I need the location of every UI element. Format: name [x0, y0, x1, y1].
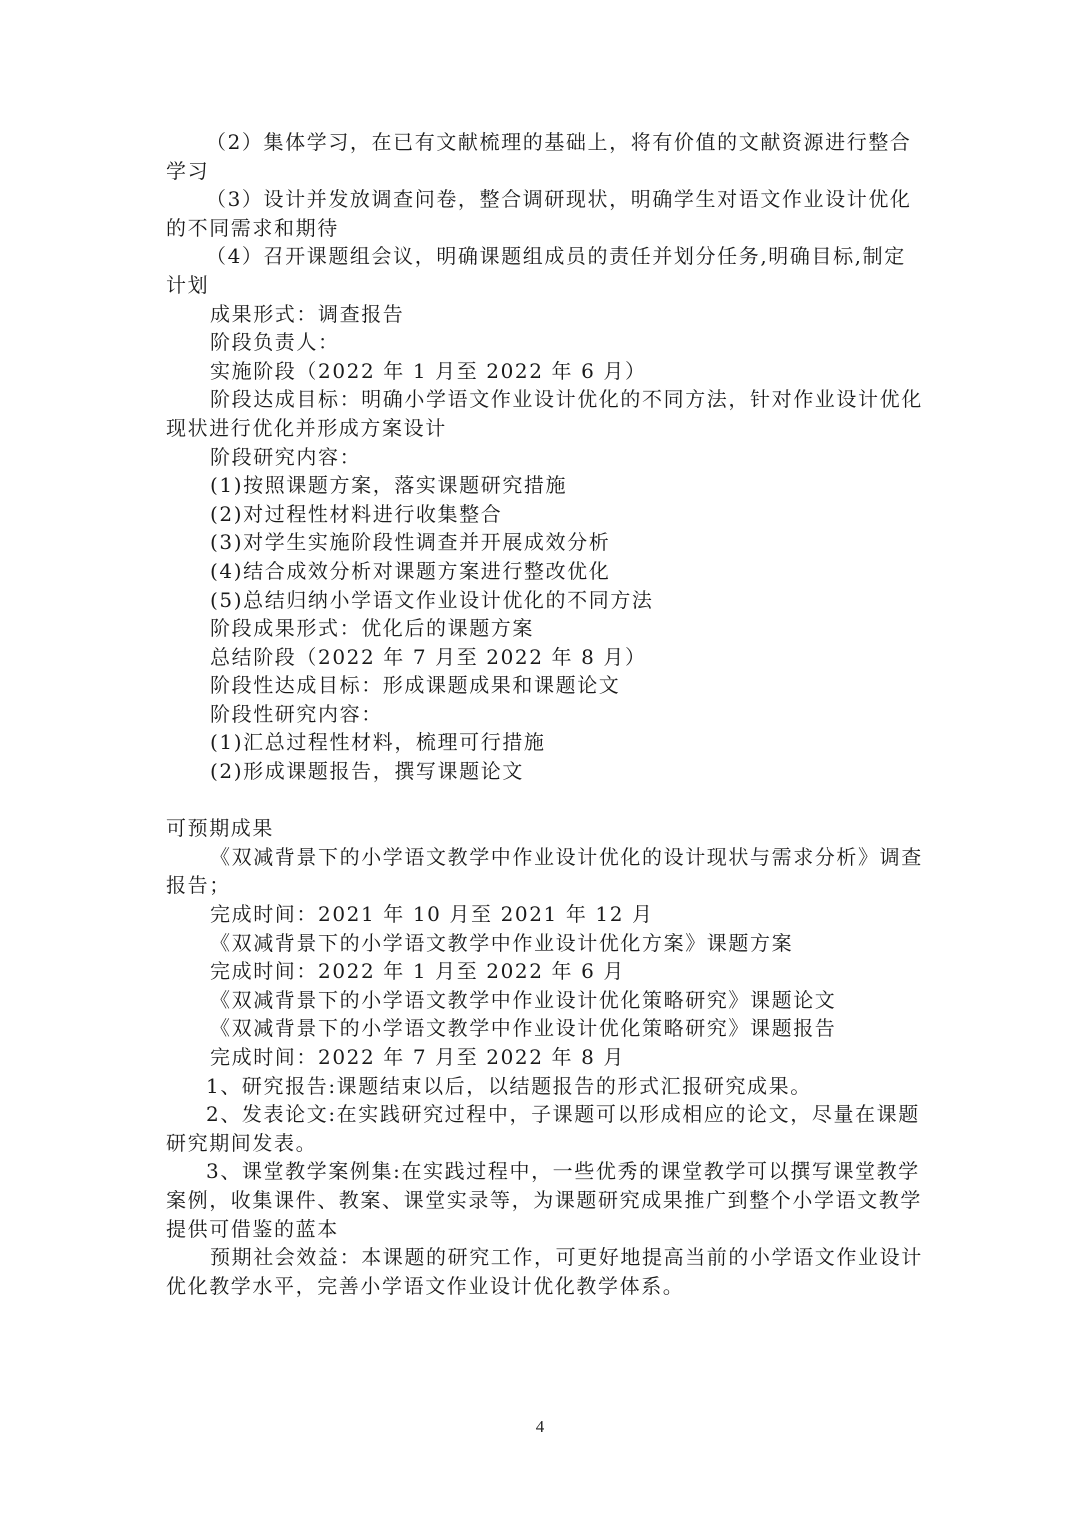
text-line: 报告；: [166, 873, 231, 898]
text-line: (2)形成课题报告，撰写课题论文: [210, 759, 524, 784]
text-line: 的不同需求和期待: [166, 215, 339, 240]
text-line: 阶段研究内容：: [210, 444, 362, 469]
text-line: 阶段负责人：: [210, 330, 340, 355]
text-line: 阶段成果形式：优化后的课题方案: [210, 616, 534, 641]
text-line: 阶段性达成目标：形成课题成果和课题论文: [210, 673, 621, 698]
text-line: 优化教学水平，完善小学语文作业设计优化教学体系。: [166, 1273, 685, 1298]
text-line: (5)总结归纳小学语文作业设计优化的不同方法: [210, 587, 654, 612]
text-line: 研究期间发表。: [166, 1130, 318, 1155]
text-line: (1)按照课题方案，落实课题研究措施: [210, 473, 568, 498]
text-line: 3、课堂教学案例集:在实践过程中，一些优秀的课堂教学可以撰写课堂教学: [206, 1159, 920, 1184]
page-number: 4: [535, 1417, 545, 1436]
document-body: [166, 128, 923, 1300]
text-line: 案例，收集课件、教案、课堂实录等，为课题研究成果推广到整个小学语文教学: [166, 1187, 922, 1212]
text-line: 完成时间：2021 年 10 月至 2021 年 12 月: [210, 902, 654, 927]
text-line: 预期社会效益：本课题的研究工作，可更好地提高当前的小学语文作业设计: [210, 1245, 923, 1270]
text-line: 《双减背景下的小学语文教学中作业设计优化策略研究》课题论文: [210, 987, 837, 1012]
text-line: 《双减背景下的小学语文教学中作业设计优化策略研究》课题报告: [210, 1016, 837, 1041]
text-line: 学习: [166, 158, 210, 183]
text-line: (2)对过程性材料进行收集整合: [210, 501, 503, 526]
text-line: (4)结合成效分析对课题方案进行整改优化: [210, 558, 611, 583]
text-line: 1、研究报告:课题结束以后，以结题报告的形式汇报研究成果。: [206, 1073, 812, 1098]
text-line: 《双减背景下的小学语文教学中作业设计优化的设计现状与需求分析》调查: [210, 844, 923, 869]
text-line: 计划: [166, 272, 210, 297]
text-line: （4）召开课题组会议，明确课题组成员的责任并划分任务,明确目标,制定: [206, 244, 906, 269]
text-line: 阶段达成目标：明确小学语文作业设计优化的不同方法，针对作业设计优化: [210, 387, 923, 412]
text-line: 现状进行优化并形成方案设计: [166, 415, 447, 440]
text-line: 提供可借鉴的蓝本: [166, 1216, 339, 1241]
text-line: （2）集体学习，在已有文献梳理的基础上，将有价值的文献资源进行整合: [206, 130, 912, 154]
text-line: (3)对学生实施阶段性调查并开展成效分析: [210, 530, 611, 555]
section-heading: 可预期成果: [166, 816, 274, 841]
text-line: 实施阶段（2022 年 1 月至 2022 年 6 月）: [210, 358, 647, 383]
text-line: 总结阶段（2022 年 7 月至 2022 年 8 月）: [210, 644, 647, 669]
text-line: 成果形式：调查报告: [210, 301, 405, 326]
text-line: 2、发表论文:在实践研究过程中，子课题可以形成相应的论文，尽量在课题: [206, 1102, 920, 1127]
text-line: 《双减背景下的小学语文教学中作业设计优化方案》课题方案: [210, 930, 794, 955]
text-line: (1)汇总过程性材料，梳理可行措施: [210, 730, 546, 755]
text-line: 完成时间：2022 年 7 月至 2022 年 8 月: [210, 1045, 625, 1069]
text-line: 完成时间：2022 年 1 月至 2022 年 6 月: [210, 959, 625, 984]
text-line: 阶段性研究内容：: [210, 701, 383, 726]
paragraph-gap: [166, 786, 918, 815]
text-line: （3）设计并发放调查问卷，整合调研现状，明确学生对语文作业设计优化: [206, 187, 912, 212]
